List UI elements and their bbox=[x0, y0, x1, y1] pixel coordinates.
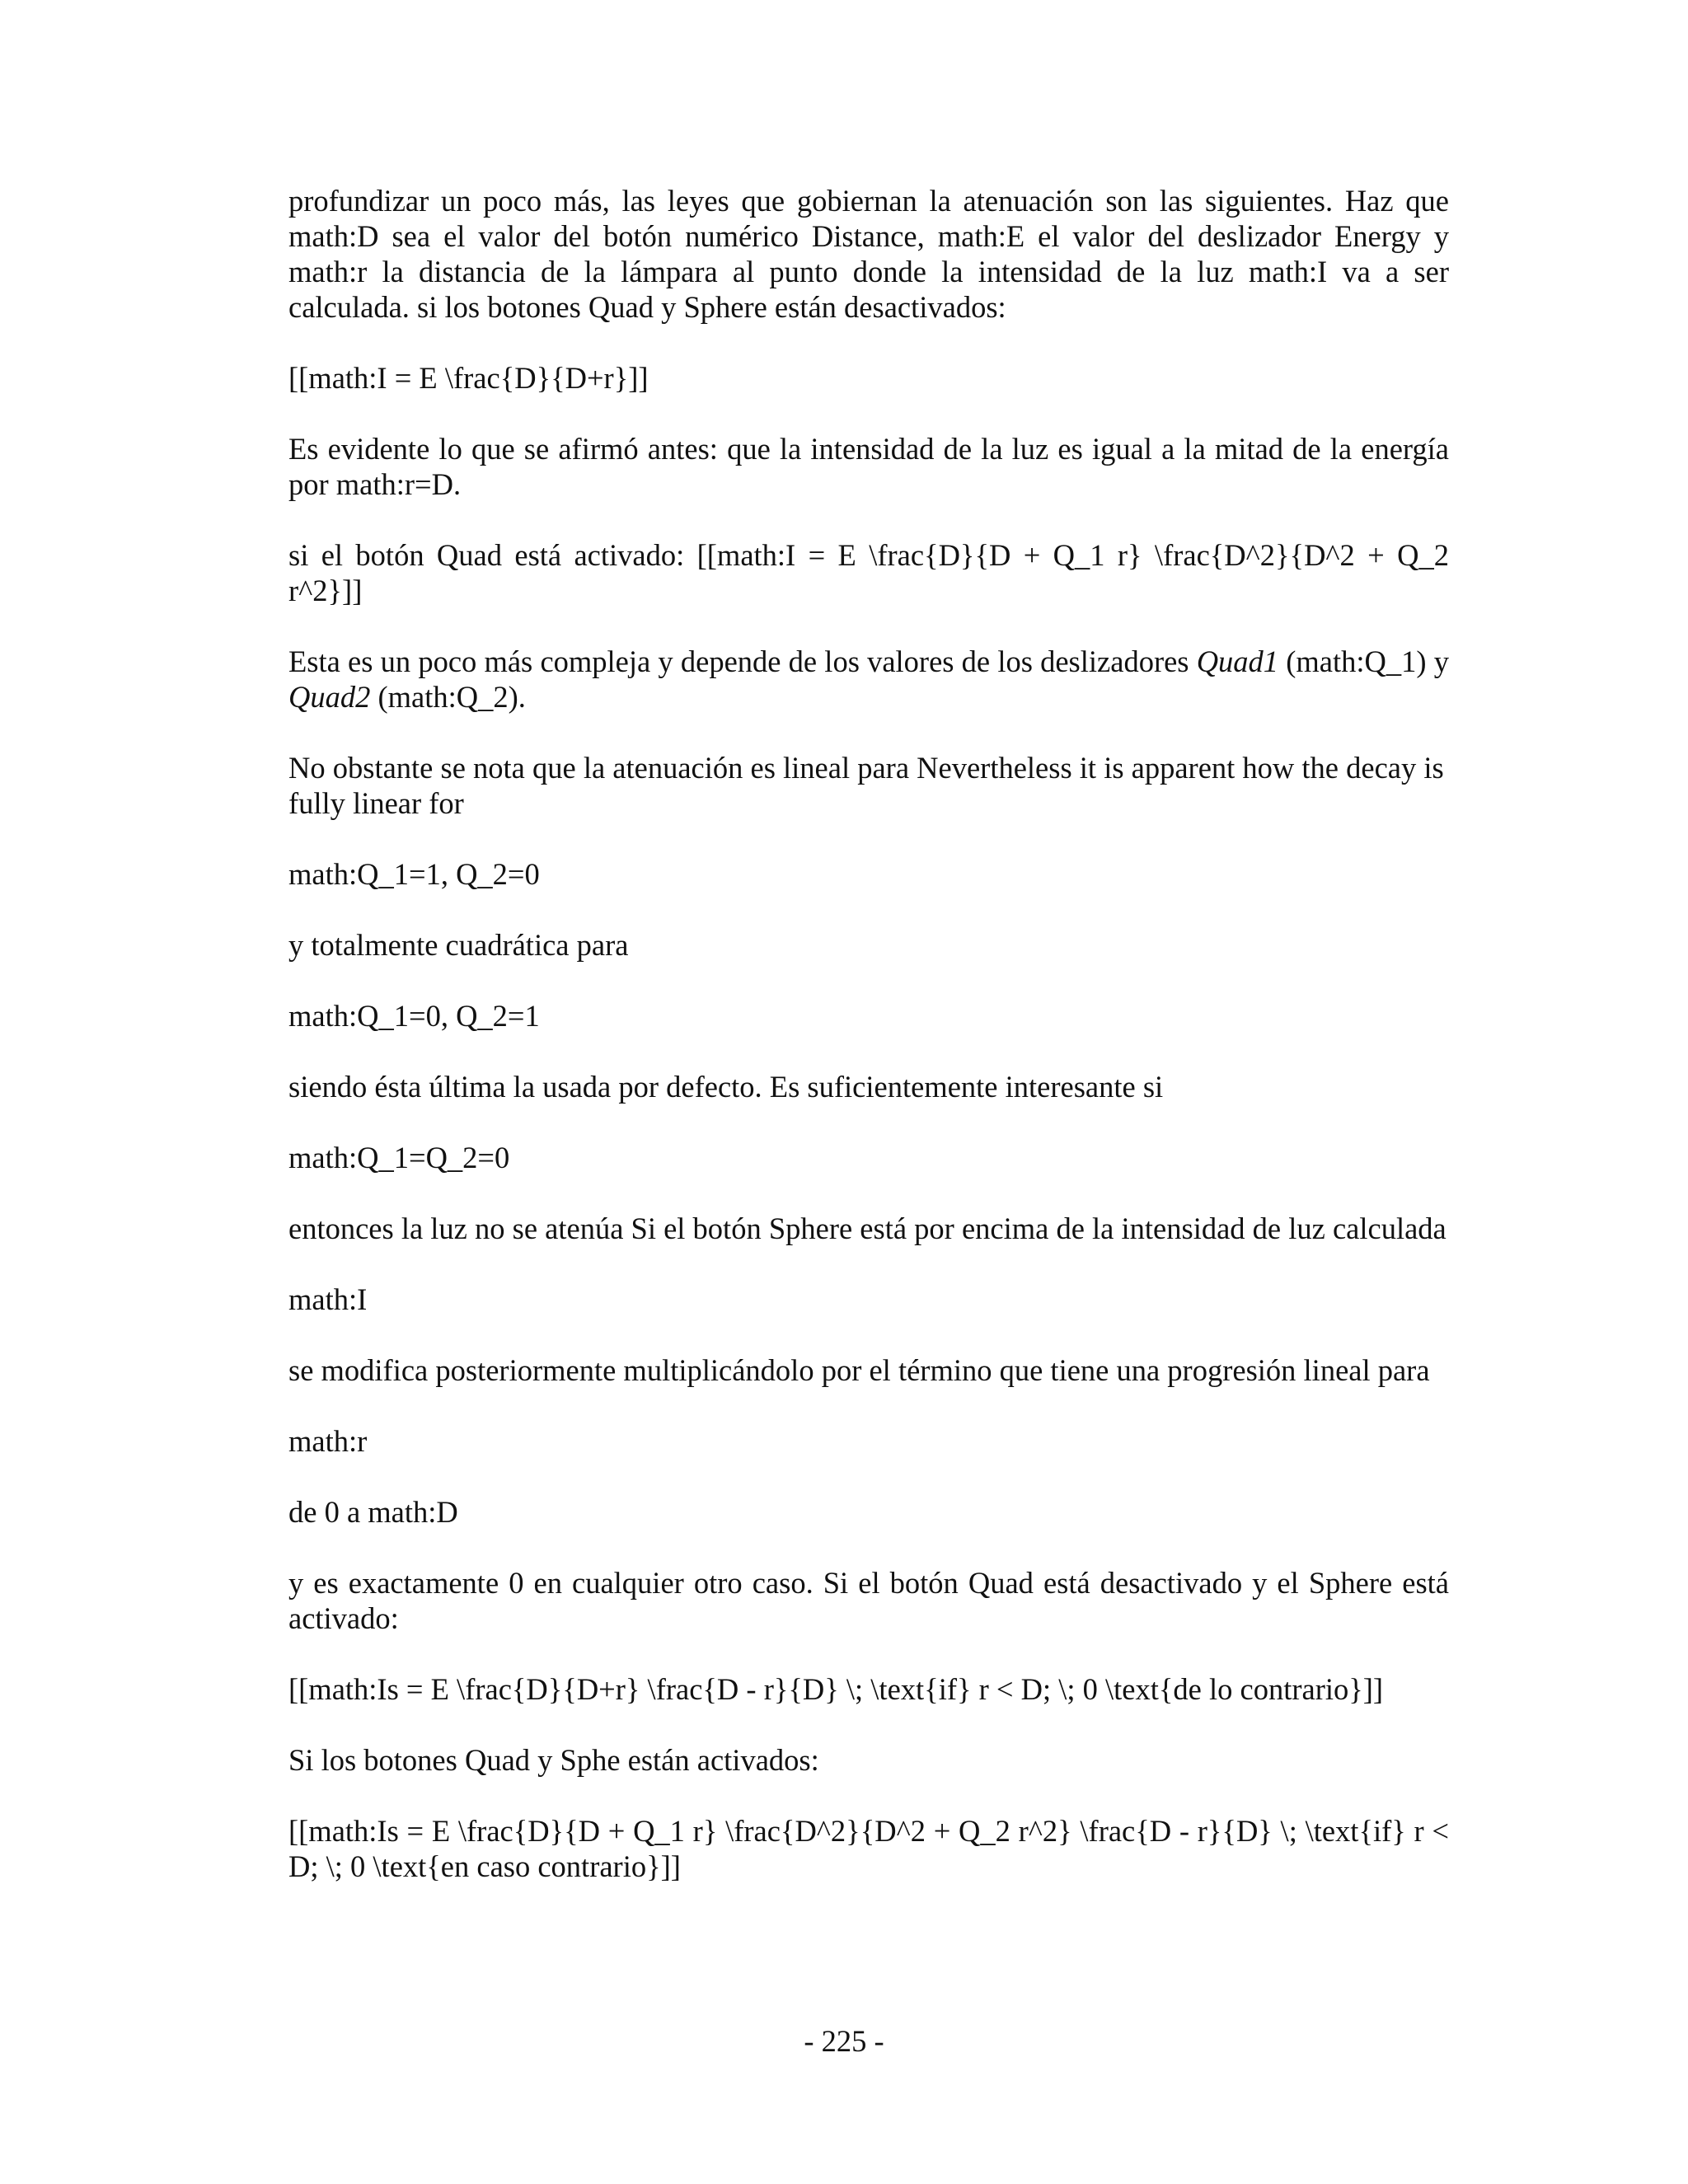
paragraph-sphere-modification: se modifica posteriormente multiplicándolo por el término que tiene una progresión lineal para bbox=[288, 1353, 1430, 1387]
formula-linear-case: math:Q_1=1, Q_2=0 bbox=[288, 857, 540, 891]
formula-sphere-only: [[math:Is = E \frac{D}{D+r} \frac{D - r}{D} \; \text{if} r < D; \; 0 \text{de lo contrario}]] bbox=[288, 1672, 1384, 1706]
paragraph-quad-sliders bbox=[288, 644, 1449, 715]
paragraph-attenuation-intro: profundizar un poco más, las leyes que gobiernan la atenuación son las siguientes. Haz que math:D sea el valor del botón numérico Distance, math:E el valor del deslizador Energy y math:r la distancia de la lámpara al punto donde la intensidad de la luz math:I va a ser calculada. si los botones Quad y Sphere están desactivados: bbox=[288, 184, 1449, 324]
formula-quad-and-sphere: [[math:Is = E \frac{D}{D + Q_1 r} \frac{D^2}{D^2 + Q_2 r^2} \frac{D - r}{D} \; \text{if} r < D; \; 0 \text{en caso contrario}]] bbox=[288, 1814, 1449, 1883]
quad1-label: Quad1 bbox=[1196, 644, 1279, 678]
paragraph-quadratic: y totalmente cuadrática para bbox=[288, 928, 629, 962]
quad-sliders-text-after: (math:Q_2). bbox=[370, 680, 526, 714]
paragraph-quad-and-sphere: Si los botones Quad y Sphe están activados: bbox=[288, 1743, 819, 1777]
quad-sliders-text-before: Esta es un poco más compleja y depende de los valores de los deslizadores bbox=[288, 644, 1197, 678]
formula-no-decay-case: math:Q_1=Q_2=0 bbox=[288, 1141, 510, 1174]
paragraph-sphere-intro: entonces la luz no se atenúa Si el botón Sphere está por encima de la intensidad de luz calculada bbox=[288, 1212, 1447, 1245]
paragraph-default: siendo ésta última la usada por defecto. Es suficientemente interesante si bbox=[288, 1070, 1164, 1104]
paragraph-half-energy: Es evidente lo que se afirmó antes: que la intensidad de la luz es igual a la mitad de la energía por math:r=D. bbox=[288, 432, 1449, 501]
paragraph-sphere-only: y es exactamente 0 en cualquier otro caso. Si el botón Quad está desactivado y el Sphere está activado: bbox=[288, 1566, 1449, 1635]
paragraph-linear-decay: No obstante se nota que la atenuación es lineal para Nevertheless it is apparent how the decay is fully linear for bbox=[288, 751, 1444, 820]
quad2-label: Quad2 bbox=[288, 680, 371, 714]
page-number: - 225 - bbox=[804, 2024, 884, 2058]
paragraph-quad-formula: si el botón Quad está activado: [[math:I = E \frac{D}{D + Q_1 r} \frac{D^2}{D^2 + Q_2 r^2}]] bbox=[288, 538, 1449, 607]
paragraph-range: de 0 a math:D bbox=[288, 1495, 458, 1529]
formula-r-symbol: math:r bbox=[288, 1424, 368, 1458]
formula-basic-intensity: [[math:I = E \frac{D}{D+r}]] bbox=[288, 361, 649, 395]
quad-sliders-text-middle: (math:Q_1) y bbox=[1278, 644, 1449, 678]
formula-quadratic-case: math:Q_1=0, Q_2=1 bbox=[288, 999, 540, 1033]
formula-intensity-symbol: math:I bbox=[288, 1282, 368, 1316]
page-body bbox=[288, 183, 1449, 1919]
